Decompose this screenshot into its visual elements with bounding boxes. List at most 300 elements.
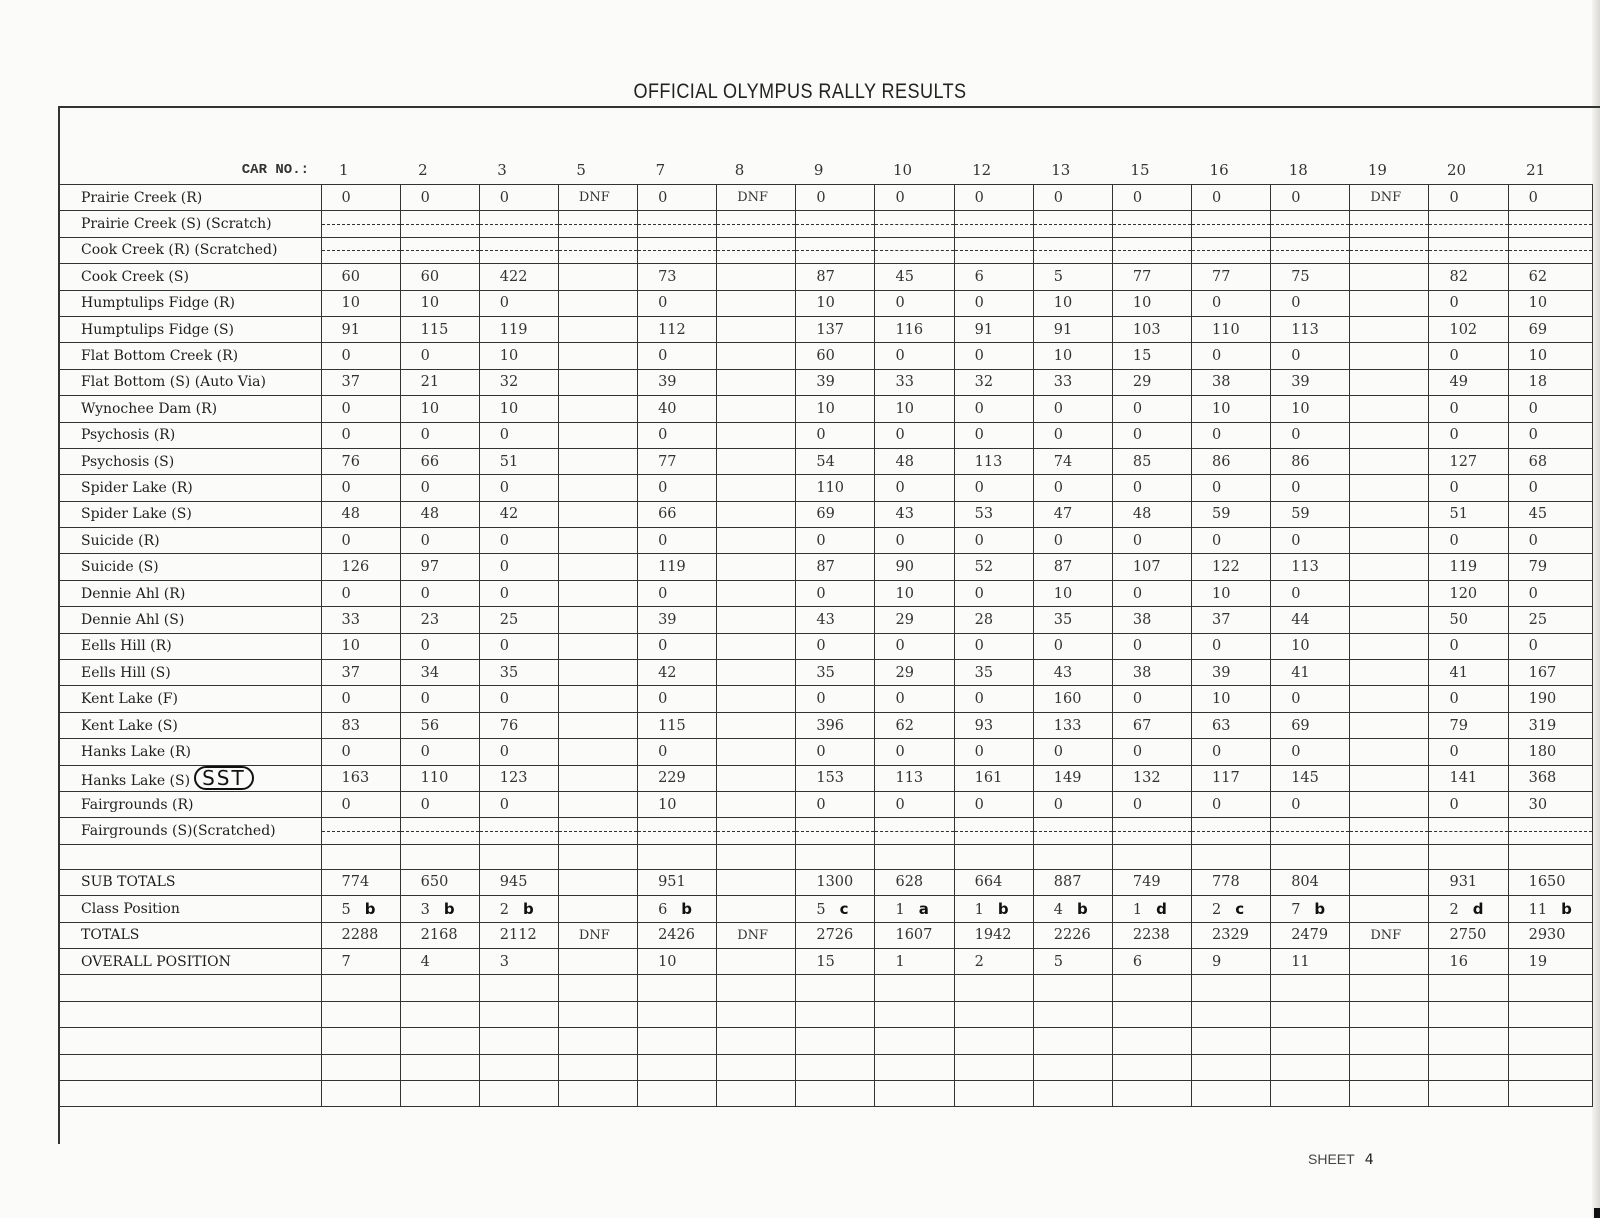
scan-corner-mark <box>1594 1208 1600 1218</box>
empty-cell <box>1350 1001 1429 1027</box>
score-cell: 10 <box>1508 290 1592 316</box>
totals-cell: 2226 <box>1033 922 1112 948</box>
score-cell: 113 <box>875 765 954 791</box>
stage-row <box>59 237 1593 263</box>
score-cell: 0 <box>1508 580 1592 606</box>
stage-row <box>59 528 1593 554</box>
score-cell: DNF <box>558 185 637 211</box>
score-cell: 77 <box>1192 264 1271 290</box>
score-cell: 0 <box>954 791 1033 817</box>
score-cell: 77 <box>1112 264 1191 290</box>
score-cell <box>1350 211 1429 237</box>
score-cell: 35 <box>954 660 1033 686</box>
sub-totals-cell: 749 <box>1112 869 1191 895</box>
empty-cell <box>954 975 1033 1001</box>
score-cell: 37 <box>1192 607 1271 633</box>
empty-cell <box>400 1001 479 1027</box>
totals-cell: DNF <box>1350 922 1429 948</box>
score-cell: 39 <box>638 607 717 633</box>
score-cell: 0 <box>1508 396 1592 422</box>
score-cell: 0 <box>638 580 717 606</box>
score-cell: 66 <box>400 448 479 474</box>
score-cell <box>1350 316 1429 342</box>
score-cell: 0 <box>1112 422 1191 448</box>
score-cell <box>1350 607 1429 633</box>
class-position-cell <box>1350 896 1429 922</box>
score-cell: 32 <box>954 369 1033 395</box>
score-cell: 0 <box>479 633 558 659</box>
totals-cell: 2112 <box>479 922 558 948</box>
totals-cell: 2168 <box>400 922 479 948</box>
score-cell: 0 <box>875 422 954 448</box>
score-cell <box>558 686 637 712</box>
empty-cell <box>954 844 1033 869</box>
overall-position-cell: 1 <box>875 948 954 974</box>
empty-cell <box>954 1080 1033 1106</box>
score-cell: 0 <box>1429 185 1508 211</box>
score-cell: 0 <box>796 580 875 606</box>
class-letter: b <box>443 899 455 918</box>
empty-cell <box>1192 1054 1271 1080</box>
car-number-col-12: 12 <box>954 156 1033 185</box>
score-cell <box>717 264 796 290</box>
score-cell: 86 <box>1192 448 1271 474</box>
totals-cell: 2288 <box>321 922 400 948</box>
score-cell: 75 <box>1271 264 1350 290</box>
score-cell: 39 <box>1192 660 1271 686</box>
empty-cell <box>321 1028 400 1054</box>
score-cell <box>1033 237 1112 263</box>
empty-cell <box>717 1080 796 1106</box>
score-cell: 132 <box>1112 765 1191 791</box>
empty-cell <box>479 975 558 1001</box>
score-cell <box>558 712 637 738</box>
score-cell: 368 <box>1508 765 1592 791</box>
empty-cell <box>875 1001 954 1027</box>
stage-label <box>59 686 322 712</box>
score-cell <box>1350 739 1429 765</box>
score-cell: 160 <box>1033 686 1112 712</box>
score-cell: 0 <box>796 791 875 817</box>
score-cell: 29 <box>875 660 954 686</box>
score-cell: 0 <box>1033 739 1112 765</box>
score-cell: 0 <box>1429 422 1508 448</box>
score-cell <box>558 633 637 659</box>
car-number-col-16: 16 <box>1192 156 1271 185</box>
score-cell: 51 <box>479 448 558 474</box>
car-number-col-20: 20 <box>1429 156 1508 185</box>
class-position-number: 5 <box>816 901 826 918</box>
stage-label <box>59 211 322 237</box>
score-cell: 69 <box>796 501 875 527</box>
score-cell: 23 <box>400 607 479 633</box>
overall-position-cell: 7 <box>321 948 400 974</box>
score-cell: 122 <box>1192 554 1271 580</box>
score-cell: 0 <box>638 739 717 765</box>
score-cell <box>1350 237 1429 263</box>
score-cell: 0 <box>954 396 1033 422</box>
score-cell: 0 <box>400 791 479 817</box>
score-cell: 91 <box>321 316 400 342</box>
score-cell: 10 <box>796 396 875 422</box>
sheet-number-label <box>1308 1151 1374 1168</box>
score-cell <box>1350 554 1429 580</box>
stage-label <box>59 185 322 211</box>
stage-row <box>59 686 1593 712</box>
score-cell: 77 <box>638 448 717 474</box>
empty-cell <box>875 1028 954 1054</box>
score-cell: 110 <box>400 765 479 791</box>
empty-cell <box>1271 1054 1350 1080</box>
empty-cell <box>321 1001 400 1027</box>
summary-rows <box>59 844 1593 1107</box>
empty-cell <box>1192 975 1271 1001</box>
stage-label <box>59 791 322 817</box>
empty-cell <box>1429 975 1508 1001</box>
score-cell: 0 <box>1271 528 1350 554</box>
empty-cell <box>321 1054 400 1080</box>
score-cell: 0 <box>1429 686 1508 712</box>
empty-cell <box>1350 1080 1429 1106</box>
score-cell: 0 <box>1508 422 1592 448</box>
score-cell: 0 <box>1429 739 1508 765</box>
score-cell: 74 <box>1033 448 1112 474</box>
score-cell: 87 <box>796 554 875 580</box>
class-position-number: 11 <box>1528 901 1548 918</box>
score-cell <box>558 369 637 395</box>
empty-cell <box>400 1080 479 1106</box>
score-cell: 0 <box>1112 686 1191 712</box>
empty-cell <box>1429 1001 1508 1027</box>
score-cell: 0 <box>638 686 717 712</box>
score-cell <box>558 211 637 237</box>
class-letter: b <box>523 899 534 918</box>
score-cell: 0 <box>638 422 717 448</box>
class-position-cell <box>875 896 954 922</box>
car-number-col-5: 5 <box>558 156 637 185</box>
score-cell: 0 <box>1033 396 1112 422</box>
class-position-cell <box>400 896 479 922</box>
score-cell: 0 <box>321 422 400 448</box>
stage-label-text: Prairie Creek (R) <box>81 189 203 206</box>
overall-position-cell <box>1350 948 1429 974</box>
score-cell <box>796 237 875 263</box>
score-cell: 0 <box>954 343 1033 369</box>
stage-label <box>59 290 322 316</box>
score-cell <box>1350 818 1429 844</box>
empty-cell <box>1271 844 1350 869</box>
score-cell: 10 <box>1033 580 1112 606</box>
score-cell: 0 <box>479 185 558 211</box>
score-cell <box>717 290 796 316</box>
score-cell: 126 <box>321 554 400 580</box>
score-cell: 0 <box>1112 791 1191 817</box>
score-cell: 113 <box>1271 554 1350 580</box>
score-cell: 0 <box>321 739 400 765</box>
stage-row <box>59 501 1593 527</box>
score-cell: 0 <box>479 528 558 554</box>
score-cell: 119 <box>479 316 558 342</box>
document-title: OFFICIAL OLYMPUS RALLY RESULTS <box>633 80 967 103</box>
score-cell <box>1350 528 1429 554</box>
score-cell: 6 <box>954 264 1033 290</box>
score-cell: 0 <box>1112 580 1191 606</box>
score-cell: 48 <box>400 501 479 527</box>
score-cell <box>717 396 796 422</box>
car-number-col-7: 7 <box>638 156 717 185</box>
stage-label <box>59 316 322 342</box>
empty-cell <box>1112 1054 1191 1080</box>
score-cell: 28 <box>954 607 1033 633</box>
score-cell <box>558 607 637 633</box>
class-position-cell <box>717 896 796 922</box>
score-cell: 0 <box>1429 396 1508 422</box>
score-cell: 0 <box>638 633 717 659</box>
score-cell: 0 <box>638 290 717 316</box>
score-cell: 10 <box>1192 686 1271 712</box>
class-position-number: 7 <box>1291 901 1301 918</box>
sub-totals-label: SUB TOTALS <box>59 869 322 895</box>
stage-label <box>59 660 322 686</box>
stage-label-text: Dennie Ahl (S) <box>81 611 185 628</box>
score-cell: 0 <box>1192 290 1271 316</box>
stage-label <box>59 528 322 554</box>
score-cell: 0 <box>638 528 717 554</box>
score-cell <box>717 580 796 606</box>
stage-label <box>59 237 322 263</box>
stage-label-text: Eells Hill (R) <box>81 638 172 655</box>
empty-cell <box>1350 975 1429 1001</box>
overall-position-cell <box>558 948 637 974</box>
totals-cell: 1942 <box>954 922 1033 948</box>
score-cell: 0 <box>1508 633 1592 659</box>
stage-label-text: Humptulips Fidge (R) <box>81 295 235 312</box>
class-position-number: 2 <box>1449 901 1459 918</box>
empty-cell <box>1271 1080 1350 1106</box>
stage-row <box>59 765 1593 791</box>
empty-cell <box>954 1001 1033 1027</box>
sheet-number: 4 <box>1364 1152 1374 1168</box>
score-cell <box>717 237 796 263</box>
class-position-cell <box>796 896 875 922</box>
class-letter: b <box>1077 899 1088 918</box>
empty-cell <box>717 844 796 869</box>
sub-totals-cell <box>717 869 796 895</box>
score-cell: 86 <box>1271 448 1350 474</box>
score-cell: 25 <box>1508 607 1592 633</box>
empty-cell <box>875 975 954 1001</box>
score-cell <box>321 818 400 844</box>
empty-cell <box>1429 1054 1508 1080</box>
class-position-number: 1 <box>974 901 984 918</box>
score-cell: 0 <box>1508 475 1592 501</box>
score-cell: 0 <box>479 475 558 501</box>
score-cell: 79 <box>1429 712 1508 738</box>
score-cell: 91 <box>954 316 1033 342</box>
class-letter: b <box>997 899 1009 918</box>
empty-cell <box>1192 1028 1271 1054</box>
empty-cell <box>638 844 717 869</box>
score-cell: 35 <box>796 660 875 686</box>
stage-label-text: Cook Creek (R) (Scratched) <box>81 242 278 259</box>
score-cell: 0 <box>1271 422 1350 448</box>
stage-row <box>59 818 1593 844</box>
empty-cell <box>954 1054 1033 1080</box>
score-cell: 0 <box>1192 791 1271 817</box>
score-cell: 60 <box>400 264 479 290</box>
score-cell <box>875 237 954 263</box>
stage-label-text: Cook Creek (S) <box>81 268 189 285</box>
empty-cell <box>1192 1001 1271 1027</box>
score-cell: 39 <box>1271 369 1350 395</box>
stage-row <box>59 343 1593 369</box>
score-cell: 110 <box>1192 316 1271 342</box>
score-cell: 10 <box>321 633 400 659</box>
totals-cell: 1607 <box>875 922 954 948</box>
car-no-label: CAR NO.: <box>59 156 322 185</box>
score-cell: 10 <box>479 343 558 369</box>
score-cell: 32 <box>479 369 558 395</box>
stage-label <box>59 633 322 659</box>
empty-cell <box>717 1001 796 1027</box>
score-cell <box>717 316 796 342</box>
score-cell <box>479 211 558 237</box>
score-cell: 0 <box>954 739 1033 765</box>
score-cell: 29 <box>1112 369 1191 395</box>
class-letter: d <box>1472 899 1484 918</box>
empty-cell <box>400 1054 479 1080</box>
score-cell: 0 <box>796 422 875 448</box>
empty-cell <box>479 1001 558 1027</box>
stage-label <box>59 818 322 844</box>
score-cell: 76 <box>479 712 558 738</box>
score-cell: 145 <box>1271 765 1350 791</box>
score-cell: 41 <box>1429 660 1508 686</box>
blank-row <box>59 1001 1593 1027</box>
score-cell <box>558 316 637 342</box>
score-cell: 0 <box>1429 633 1508 659</box>
stage-label-text: Humptulips Fidge (S) <box>81 321 235 338</box>
score-cell: 0 <box>1112 739 1191 765</box>
empty-cell <box>479 1080 558 1106</box>
score-cell: 79 <box>1508 554 1592 580</box>
score-cell: 0 <box>321 343 400 369</box>
empty-cell <box>59 975 322 1001</box>
score-cell: 229 <box>638 765 717 791</box>
score-cell <box>1112 818 1191 844</box>
car-number-col-10: 10 <box>875 156 954 185</box>
empty-cell <box>59 1001 322 1027</box>
class-position-number: 3 <box>420 901 430 918</box>
sub-totals-cell <box>558 869 637 895</box>
score-cell: 0 <box>479 580 558 606</box>
empty-cell <box>717 1054 796 1080</box>
overall-position-row <box>59 948 1593 974</box>
stage-label-text: Fairgrounds (S)(Scratched) <box>81 823 276 840</box>
score-cell: 76 <box>321 448 400 474</box>
score-cell: 69 <box>1508 316 1592 342</box>
score-cell: 10 <box>1508 343 1592 369</box>
sub-totals-cell: 931 <box>1429 869 1508 895</box>
score-cell: 39 <box>796 369 875 395</box>
score-cell: 0 <box>479 290 558 316</box>
score-cell: 0 <box>1192 633 1271 659</box>
score-cell <box>638 237 717 263</box>
score-cell: 0 <box>1112 633 1191 659</box>
score-cell <box>558 791 637 817</box>
score-cell <box>1350 633 1429 659</box>
overall-position-cell: 11 <box>1271 948 1350 974</box>
class-letter: b <box>364 899 376 918</box>
stage-row <box>59 712 1593 738</box>
car-number-col-3: 3 <box>479 156 558 185</box>
empty-cell <box>875 844 954 869</box>
empty-cell <box>1508 1080 1592 1106</box>
score-cell <box>321 237 400 263</box>
empty-cell <box>1350 844 1429 869</box>
stage-label <box>59 554 322 580</box>
totals-cell: 2329 <box>1192 922 1271 948</box>
sub-totals-cell: 664 <box>954 869 1033 895</box>
score-cell <box>875 818 954 844</box>
score-cell: 41 <box>1271 660 1350 686</box>
overall-position-cell: 6 <box>1112 948 1191 974</box>
score-cell <box>1350 686 1429 712</box>
score-cell: 66 <box>638 501 717 527</box>
score-cell: 0 <box>796 686 875 712</box>
score-cell: 0 <box>1192 343 1271 369</box>
score-cell: 0 <box>321 396 400 422</box>
score-cell: 48 <box>875 448 954 474</box>
score-cell <box>558 739 637 765</box>
score-cell <box>1350 660 1429 686</box>
score-cell: 110 <box>796 475 875 501</box>
score-cell <box>1350 369 1429 395</box>
empty-cell <box>638 975 717 1001</box>
score-cell: 396 <box>796 712 875 738</box>
totals-label: TOTALS <box>59 922 322 948</box>
score-cell: DNF <box>1350 185 1429 211</box>
score-cell: 120 <box>1429 580 1508 606</box>
sub-totals-cell: 1300 <box>796 869 875 895</box>
score-cell: 42 <box>479 501 558 527</box>
car-number-col-13: 13 <box>1033 156 1112 185</box>
score-cell: 0 <box>954 580 1033 606</box>
spacer-row <box>59 844 1593 869</box>
class-position-cell <box>638 896 717 922</box>
stage-row <box>59 290 1593 316</box>
stage-label <box>59 343 322 369</box>
empty-cell <box>1271 1001 1350 1027</box>
score-cell <box>1350 448 1429 474</box>
empty-cell <box>1508 975 1592 1001</box>
score-cell <box>954 237 1033 263</box>
score-cell: 35 <box>479 660 558 686</box>
empty-cell <box>1033 844 1112 869</box>
score-cell <box>717 501 796 527</box>
score-cell: 10 <box>796 290 875 316</box>
score-cell: 0 <box>400 528 479 554</box>
score-cell: 43 <box>875 501 954 527</box>
empty-cell <box>796 844 875 869</box>
score-cell <box>558 765 637 791</box>
score-cell: 62 <box>1508 264 1592 290</box>
empty-cell <box>59 844 322 869</box>
score-cell: 119 <box>638 554 717 580</box>
score-cell <box>1271 237 1350 263</box>
score-cell <box>558 396 637 422</box>
empty-cell <box>479 1028 558 1054</box>
